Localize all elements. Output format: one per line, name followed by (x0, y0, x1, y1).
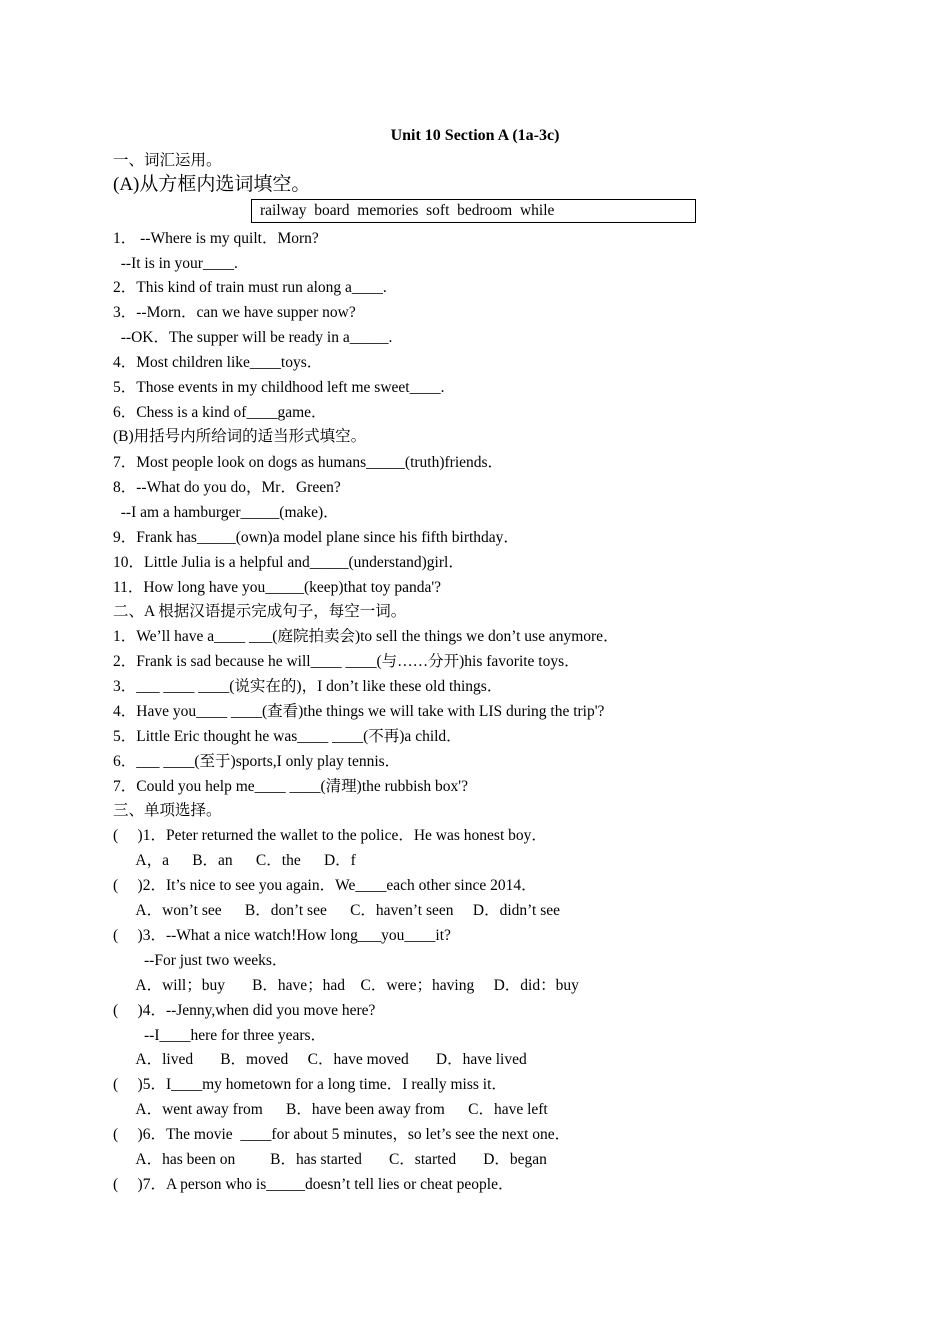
question-line: --OK．The supper will be ready in a_____. (113, 329, 393, 346)
question-line: 2．This kind of train must run along a____. (113, 279, 387, 296)
question-line: ( )4．--Jenny,when did you move here? (113, 1002, 376, 1019)
question-line: --I____here for three years． (113, 1027, 327, 1044)
answer-options: A，a B．an C．the D．f (113, 852, 356, 869)
question-line: ( )5．I____my hometown for a long time．I really miss it． (113, 1076, 507, 1093)
question-line: 11．How long have you_____(keep)that toy panda'? (113, 579, 442, 596)
subsection-heading-a: (A)从方框内选词填空。 (113, 174, 311, 195)
answer-options: A．won’t see B．don’t see C．haven’t seen D．didn’t see (113, 902, 561, 919)
question-line: ( )1．Peter returned the wallet to the police．He was honest boy． (113, 827, 547, 844)
section-heading-vocabulary: 一、词汇运用。 (113, 152, 222, 169)
question-line: 5．Those events in my childhood left me sweet____. (113, 379, 445, 396)
section-heading-sentences: 二、A 根据汉语提示完成句子，每空一词。 (113, 603, 407, 620)
question-line: 7．Could you help me____ ____(清理)the rubbish box'? (113, 778, 468, 795)
question-line: --It is in your____. (113, 255, 238, 272)
answer-options: A．went away from B．have been away from C．have left (113, 1101, 548, 1118)
question-line: 4．Have you____ ____(查看)the things we will take with LIS during the trip'? (113, 703, 605, 720)
question-line: 4．Most children like____toys． (113, 354, 323, 371)
question-line: 3．___ ____ ____(说实在的)，I don’t like these old things． (113, 678, 503, 695)
question-line: 6．Chess is a kind of____game． (113, 404, 327, 421)
question-line: 5．Little Eric thought he was____ ____(不再)a child． (113, 728, 462, 745)
question-line: 9．Frank has_____(own)a model plane since his fifth birthday． (113, 529, 519, 546)
word-bank-box: railway board memories soft bedroom while (251, 199, 696, 223)
question-line: 1． --Where is my quilt．Morn? (113, 230, 319, 247)
answer-options: A．has been on B．has started C．started D．began (113, 1151, 547, 1168)
answer-options: A．will；buy B．have；had C．were；having D．did：buy (113, 977, 579, 994)
question-line: 6．___ ____(至于)sports,I only play tennis． (113, 753, 401, 770)
question-line: 7．Most people look on dogs as humans_____(truth)friends． (113, 454, 504, 471)
question-line: --For just two weeks． (113, 952, 288, 969)
section-heading-multiple-choice: 三、单项选择。 (113, 802, 222, 819)
question-line: 8．--What do you do，Mr．Green? (113, 479, 341, 496)
subsection-heading-b: (B)用括号内所给词的适当形式填空。 (113, 428, 367, 445)
question-line: ( )3．--What a nice watch!How long___you____it? (113, 927, 451, 944)
question-line: ( )7．A person who is_____doesn’t tell lies or cheat people． (113, 1176, 514, 1193)
question-line: 1．We’ll have a____ ___(庭院拍卖会)to sell the things we don’t use anymore． (113, 628, 619, 645)
question-line: 10．Little Julia is a helpful and_____(understand)girl． (113, 554, 464, 571)
question-line: --I am a hamburger_____(make)． (113, 504, 339, 521)
page-title: Unit 10 Section A (1a-3c) (390, 127, 560, 144)
answer-options: A．lived B．moved C．have moved D．have lived (113, 1051, 527, 1068)
question-line: 3．--Morn．can we have supper now? (113, 304, 356, 321)
question-line: 2．Frank is sad because he will____ ____(与……分开)his favorite toys． (113, 653, 580, 670)
question-line: ( )2．It’s nice to see you again．We____each other since 2014． (113, 877, 537, 894)
question-line: ( )6．The movie ____for about 5 minutes，so let’s see the next one． (113, 1126, 571, 1143)
